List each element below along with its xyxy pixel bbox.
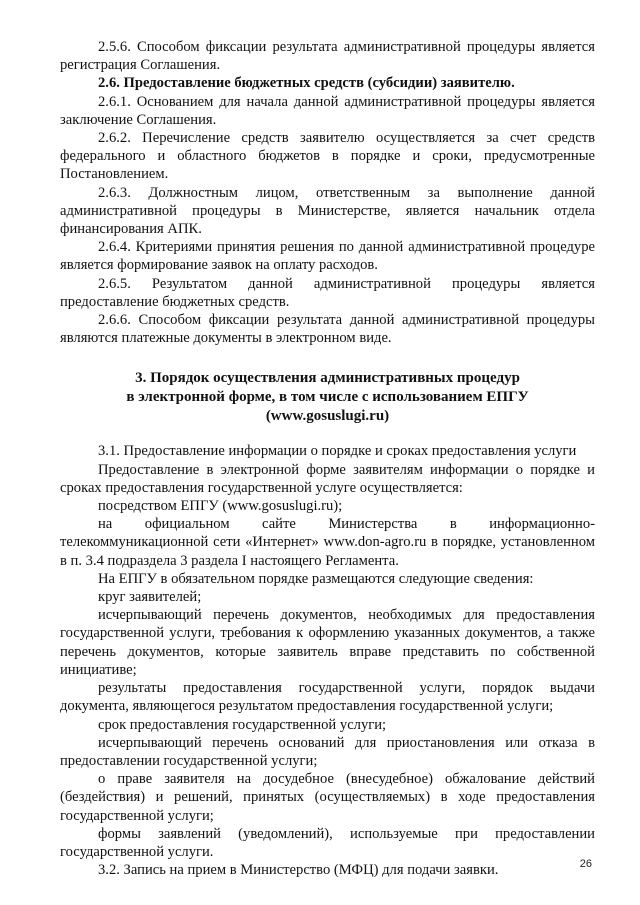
- paragraph: 2.6.3. Должностным лицом, ответственным за выполнение данной административной процедуры в Министерстве, является начальник отдела финансирования АПК.: [60, 184, 595, 238]
- paragraph: 2.6.5. Результатом данной административной процедуры является предоставление бюджетных средств.: [60, 275, 595, 310]
- section-2-6: [60, 38, 595, 347]
- paragraph: исчерпывающий перечень оснований для приостановления или отказа в предоставлении государственной услуги;: [60, 734, 595, 769]
- paragraph: о праве заявителя на досудебное (внесудебное) обжалование действий (бездействия) и решений, принятых (осуществляемых) в ходе предоставления государственной услуги;: [60, 771, 595, 824]
- paragraph: исчерпывающий перечень документов, необходимых для предоставления государственной услуги, требования к оформлению указанных документов, а также перечень документов, которые заявитель вправе представить по собственной инициативе;: [60, 607, 595, 678]
- paragraph: 2.6.6. Способом фиксации результата данной административной процедуры являются платежные документы в электронном виде.: [60, 312, 595, 347]
- paragraph: 3.2. Запись на прием в Министерство (МФЦ) для подачи заявки.: [98, 862, 499, 879]
- section-3-title: [60, 369, 595, 426]
- subsection-heading: 2.6. Предоставление бюджетных средств (субсидии) заявителю.: [98, 75, 515, 92]
- section-title-line: в электронной форме, в том числе с использованием ЕПГУ: [126, 389, 529, 406]
- paragraph: 2.6.1. Основанием для начала данной административной процедуры является заключение Соглашения.: [60, 93, 595, 128]
- paragraph: на официальном сайте Министерства в информационно-телекоммуникационной сети «Интернет» www.don-agro.ru в порядке, установленном в п. 3.4 подраздела 3 раздела I настоящего Регламента.: [60, 516, 595, 569]
- document-page: [60, 38, 595, 879]
- paragraph: результаты предоставления государственной услуги, порядок выдачи документа, являющегося результатом предоставления государственной услуги;: [60, 680, 595, 715]
- paragraph: круг заявителей;: [98, 589, 202, 606]
- section-title-line: 3. Порядок осуществления административных процедур: [135, 370, 520, 387]
- paragraph: 3.1. Предоставление информации о порядке и сроках предоставления услуги: [98, 443, 577, 460]
- paragraph: срок предоставления государственной услуги;: [98, 716, 387, 733]
- paragraph: 2.5.6. Способом фиксации результата административной процедуры является регистрация Соглашения.: [60, 39, 595, 74]
- paragraph: формы заявлений (уведомлений), используемые при предоставлении государственной услуги.: [60, 825, 595, 860]
- paragraph: На ЕПГУ в обязательном порядке размещаются следующие сведения:: [98, 570, 534, 587]
- page-number: 26: [579, 858, 592, 870]
- paragraph: 2.6.2. Перечисление средств заявителю осуществляется за счет средств федерального и областного бюджетов в порядке и сроки, предусмотренные Постановлением.: [60, 130, 595, 183]
- paragraph: Предоставление в электронной форме заявителям информации о порядке и сроках предоставления государственной услуге осуществляется:: [60, 461, 595, 496]
- section-3-body: [60, 442, 595, 879]
- paragraph: посредством ЕПГУ (www.gosuslugi.ru);: [98, 498, 343, 515]
- paragraph: 2.6.4. Критериями принятия решения по данной административной процедуре является формирование заявок на оплату расходов.: [60, 239, 595, 274]
- section-title-line: (www.gosuslugi.ru): [265, 408, 390, 425]
